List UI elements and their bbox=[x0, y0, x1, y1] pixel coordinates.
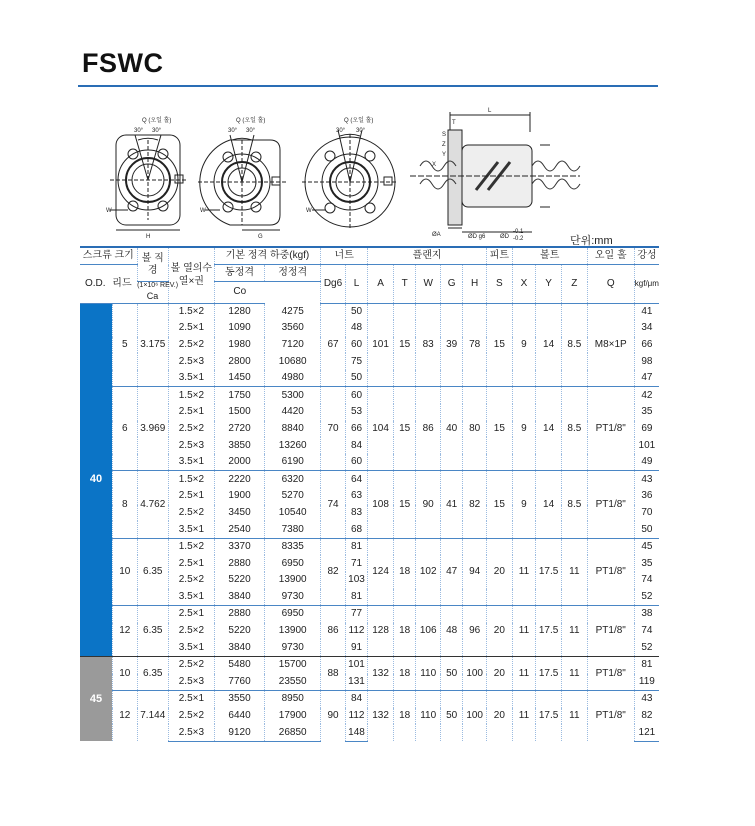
g-label: G bbox=[258, 234, 263, 240]
stiffness-cell: 49 bbox=[634, 454, 659, 471]
q-cell: M8×1P bbox=[587, 303, 634, 387]
z-cell: 11 bbox=[561, 538, 587, 605]
ball-diameter-cell: 6.35 bbox=[137, 656, 168, 690]
y-cell: 17.5 bbox=[536, 538, 562, 605]
t-label: T bbox=[452, 120, 456, 126]
static-load-cell: 10540 bbox=[265, 505, 321, 522]
x-cell: 11 bbox=[512, 538, 536, 605]
stiffness-cell: 41 bbox=[634, 303, 659, 320]
dynamic-load-cell: 6440 bbox=[214, 708, 264, 725]
length-cell: 112 bbox=[345, 623, 367, 640]
header-nut: 너트 bbox=[321, 247, 368, 265]
header-lead: 리드 bbox=[112, 277, 132, 289]
header-stiffness-unit: kgf/μm bbox=[634, 265, 659, 304]
length-cell: 81 bbox=[345, 589, 367, 606]
ball-circuits-cell: 3.5×1 bbox=[168, 589, 214, 606]
ball-diameter-cell: 3.969 bbox=[137, 387, 168, 471]
a-cell: 132 bbox=[368, 656, 394, 690]
ball-circuits-cell: 2.5×2 bbox=[168, 505, 214, 522]
dynamic-load-cell: 2540 bbox=[214, 521, 264, 538]
ball-circuits-cell: 2.5×2 bbox=[168, 708, 214, 725]
dynamic-load-cell: 1980 bbox=[214, 337, 264, 354]
lead-cell: 10 bbox=[112, 538, 137, 605]
technical-drawings bbox=[80, 100, 658, 240]
length-cell: 50 bbox=[345, 303, 367, 320]
z-cell: 11 bbox=[561, 691, 587, 742]
t-cell: 15 bbox=[393, 303, 415, 387]
t-cell: 18 bbox=[393, 691, 415, 742]
static-load-cell: 4980 bbox=[265, 370, 321, 387]
dynamic-load-cell: 1280 bbox=[214, 303, 264, 320]
header-od: O.D. bbox=[84, 277, 106, 289]
tolerance-plus: -0.1 bbox=[513, 229, 524, 235]
dynamic-load-cell: 3840 bbox=[214, 639, 264, 656]
static-load-cell: 26850 bbox=[265, 724, 321, 741]
dynamic-load-cell: 3370 bbox=[214, 538, 264, 555]
ball-circuits-cell: 3.5×1 bbox=[168, 370, 214, 387]
length-cell: 83 bbox=[345, 505, 367, 522]
dg6-cell: 70 bbox=[321, 387, 346, 471]
tolerance-minus: -0.2 bbox=[513, 236, 524, 240]
w-label-3: W bbox=[306, 208, 312, 214]
header-stiffness: 강성 bbox=[634, 247, 659, 265]
table-row bbox=[80, 538, 659, 555]
lead-cell: 10 bbox=[112, 656, 137, 690]
w-label-1: W bbox=[106, 208, 112, 214]
header-co: Co bbox=[214, 282, 264, 304]
title-divider bbox=[78, 85, 658, 87]
stiffness-cell: 98 bbox=[634, 353, 659, 370]
s-cell: 20 bbox=[486, 656, 512, 690]
ball-circuits-cell: 2.5×2 bbox=[168, 656, 214, 673]
s-cell: 15 bbox=[486, 471, 512, 538]
a-cell: 124 bbox=[368, 538, 394, 605]
length-cell: 60 bbox=[345, 337, 367, 354]
static-load-cell: 8335 bbox=[265, 538, 321, 555]
header-dynamic: 동정격 bbox=[214, 265, 264, 282]
length-cell: 68 bbox=[345, 521, 367, 538]
q-cell: PT1/8" bbox=[587, 691, 634, 742]
dynamic-load-cell: 5220 bbox=[214, 623, 264, 640]
ball-circuits-cell: 2.5×2 bbox=[168, 623, 214, 640]
stiffness-cell: 43 bbox=[634, 691, 659, 708]
x-cell: 11 bbox=[512, 691, 536, 742]
w-cell: 90 bbox=[416, 471, 441, 538]
stiffness-cell: 42 bbox=[634, 387, 659, 404]
angle-label-3a: 30° bbox=[336, 128, 346, 134]
header-static: 정정격 bbox=[265, 265, 321, 282]
dynamic-load-cell: 3450 bbox=[214, 505, 264, 522]
t-cell: 18 bbox=[393, 538, 415, 605]
ball-diameter-cell: 4.762 bbox=[137, 471, 168, 538]
table-row bbox=[80, 691, 659, 708]
header-bolt: 볼트 bbox=[512, 247, 587, 265]
dg6-cell: 86 bbox=[321, 606, 346, 657]
static-load-cell: 6950 bbox=[265, 555, 321, 572]
ball-circuits-cell: 2.5×2 bbox=[168, 337, 214, 354]
length-cell: 50 bbox=[345, 370, 367, 387]
g-cell: 40 bbox=[440, 387, 462, 471]
dg6-cell: 67 bbox=[321, 303, 346, 387]
length-cell: 60 bbox=[345, 454, 367, 471]
table-row bbox=[80, 387, 659, 404]
header-screw-size: 스크류 크기 bbox=[80, 247, 137, 265]
stiffness-cell: 119 bbox=[634, 674, 659, 691]
header-dynamic-sub: (1×10⁶ REV.) bbox=[137, 282, 179, 289]
s-cell: 20 bbox=[486, 606, 512, 657]
length-cell: 148 bbox=[345, 724, 367, 741]
dg6-cell: 90 bbox=[321, 691, 346, 742]
stiffness-cell: 82 bbox=[634, 708, 659, 725]
static-load-cell: 7120 bbox=[265, 337, 321, 354]
length-cell: 81 bbox=[345, 538, 367, 555]
ball-circuits-cell: 2.5×3 bbox=[168, 353, 214, 370]
lead-cell: 5 bbox=[112, 303, 137, 387]
static-load-cell: 13900 bbox=[265, 572, 321, 589]
oil-hole-label-1: Q (오일 홀) bbox=[142, 118, 172, 124]
od-cell: 40 bbox=[80, 303, 112, 656]
a-cell: 128 bbox=[368, 606, 394, 657]
dynamic-load-cell: 2880 bbox=[214, 555, 264, 572]
s-cell: 15 bbox=[486, 387, 512, 471]
static-load-cell: 8840 bbox=[265, 421, 321, 438]
dynamic-load-cell: 1500 bbox=[214, 404, 264, 421]
static-load-cell: 13900 bbox=[265, 623, 321, 640]
stiffness-cell: 81 bbox=[634, 656, 659, 673]
length-cell: 71 bbox=[345, 555, 367, 572]
static-load-cell: 3560 bbox=[265, 320, 321, 337]
ball-circuits-cell: 2.5×1 bbox=[168, 691, 214, 708]
w-cell: 86 bbox=[416, 387, 441, 471]
t-cell: 15 bbox=[393, 471, 415, 538]
z-cell: 11 bbox=[561, 606, 587, 657]
dg6-cell: 88 bbox=[321, 656, 346, 690]
w-cell: 83 bbox=[416, 303, 441, 387]
unit-label: 단위:mm bbox=[570, 235, 613, 247]
static-load-cell: 5300 bbox=[265, 387, 321, 404]
length-cell: 63 bbox=[345, 488, 367, 505]
static-load-cell: 8950 bbox=[265, 691, 321, 708]
static-load-cell: 6950 bbox=[265, 606, 321, 623]
header-ball-diameter: 볼 직경 bbox=[137, 247, 168, 282]
specification-table bbox=[80, 246, 659, 742]
header-w: W bbox=[416, 265, 441, 304]
header-t: T bbox=[393, 265, 415, 304]
x-cell: 11 bbox=[512, 656, 536, 690]
ball-circuits-cell: 2.5×2 bbox=[168, 572, 214, 589]
ball-circuits-cell: 1.5×2 bbox=[168, 303, 214, 320]
h-cell: 94 bbox=[463, 538, 487, 605]
header-dg6: Dg6 bbox=[321, 265, 346, 304]
header-flange: 플랜지 bbox=[368, 247, 487, 265]
od-cell: 45 bbox=[80, 656, 112, 741]
dynamic-load-cell: 2720 bbox=[214, 421, 264, 438]
h-cell: 80 bbox=[463, 387, 487, 471]
stiffness-cell: 43 bbox=[634, 471, 659, 488]
g-cell: 48 bbox=[440, 606, 462, 657]
table-header bbox=[80, 247, 659, 303]
header-fit: 피트 bbox=[486, 247, 512, 265]
x-cell: 9 bbox=[512, 303, 536, 387]
dynamic-load-cell: 2000 bbox=[214, 454, 264, 471]
static-load-cell: 6320 bbox=[265, 471, 321, 488]
angle-label-2a: 30° bbox=[228, 128, 238, 134]
h-cell: 96 bbox=[463, 606, 487, 657]
stiffness-cell: 52 bbox=[634, 639, 659, 656]
lead-cell: 12 bbox=[112, 691, 137, 742]
static-load-cell: 9730 bbox=[265, 639, 321, 656]
table-row bbox=[80, 303, 659, 320]
ball-diameter-cell: 3.175 bbox=[137, 303, 168, 387]
y-cell: 14 bbox=[536, 387, 562, 471]
x-cell: 11 bbox=[512, 606, 536, 657]
dg6-cell: 74 bbox=[321, 471, 346, 538]
z-cell: 8.5 bbox=[561, 471, 587, 538]
static-load-cell: 10680 bbox=[265, 353, 321, 370]
static-load-cell: 4275 bbox=[265, 303, 321, 320]
t-cell: 15 bbox=[393, 387, 415, 471]
x-label: X bbox=[432, 162, 437, 168]
ball-diameter-cell: 7.144 bbox=[137, 691, 168, 742]
static-load-cell: 9730 bbox=[265, 589, 321, 606]
static-load-cell: 15700 bbox=[265, 656, 321, 673]
ball-circuits-cell: 2.5×3 bbox=[168, 437, 214, 454]
h-cell: 78 bbox=[463, 303, 487, 387]
stiffness-cell: 74 bbox=[634, 623, 659, 640]
length-cell: 66 bbox=[345, 421, 367, 438]
stiffness-cell: 38 bbox=[634, 606, 659, 623]
a-label: ØA bbox=[432, 232, 441, 238]
ball-circuits-cell: 2.5×1 bbox=[168, 606, 214, 623]
dynamic-load-cell: 1090 bbox=[214, 320, 264, 337]
ball-circuits-cell: 2.5×1 bbox=[168, 404, 214, 421]
ball-circuits-cell: 2.5×3 bbox=[168, 674, 214, 691]
ball-circuits-cell: 2.5×2 bbox=[168, 421, 214, 438]
dynamic-load-cell: 5480 bbox=[214, 656, 264, 673]
dg6-cell: 82 bbox=[321, 538, 346, 605]
drawing-flange-round bbox=[302, 130, 398, 230]
stiffness-cell: 74 bbox=[634, 572, 659, 589]
ball-circuits-cell: 1.5×2 bbox=[168, 387, 214, 404]
x-cell: 9 bbox=[512, 471, 536, 538]
x-cell: 9 bbox=[512, 387, 536, 471]
length-cell: 53 bbox=[345, 404, 367, 421]
stiffness-cell: 101 bbox=[634, 437, 659, 454]
dynamic-load-cell: 1450 bbox=[214, 370, 264, 387]
w-label-2: W bbox=[200, 208, 206, 214]
static-load-cell: 13260 bbox=[265, 437, 321, 454]
header-x: X bbox=[512, 265, 536, 304]
w-cell: 110 bbox=[416, 691, 441, 742]
ball-circuits-cell: 1.5×2 bbox=[168, 538, 214, 555]
header-basic-load: 기본 정격 하중(kgf) bbox=[214, 247, 320, 265]
ball-circuits-cell: 2.5×1 bbox=[168, 488, 214, 505]
a-cell: 104 bbox=[368, 387, 394, 471]
oil-hole-label-2: Q (오일 홀) bbox=[236, 118, 266, 124]
header-y: Y bbox=[536, 265, 562, 304]
header-ball-circuits: 볼 열의수 열×권 bbox=[168, 247, 214, 303]
dynamic-load-cell: 7760 bbox=[214, 674, 264, 691]
header-l: L bbox=[345, 265, 367, 304]
q-cell: PT1/8" bbox=[587, 656, 634, 690]
dg6-label: ØD g6 bbox=[468, 234, 486, 240]
s-label: S bbox=[442, 132, 447, 138]
s-cell: 20 bbox=[486, 538, 512, 605]
stiffness-cell: 70 bbox=[634, 505, 659, 522]
a-cell: 101 bbox=[368, 303, 394, 387]
lead-cell: 12 bbox=[112, 606, 137, 657]
stiffness-cell: 121 bbox=[634, 724, 659, 741]
table-row bbox=[80, 471, 659, 488]
lead-cell: 8 bbox=[112, 471, 137, 538]
length-cell: 60 bbox=[345, 387, 367, 404]
y-label: Y bbox=[442, 152, 447, 158]
y-cell: 14 bbox=[536, 303, 562, 387]
static-load-cell: 7380 bbox=[265, 521, 321, 538]
dynamic-load-cell: 3840 bbox=[214, 589, 264, 606]
static-load-cell: 23550 bbox=[265, 674, 321, 691]
t-cell: 18 bbox=[393, 656, 415, 690]
dynamic-load-cell: 1900 bbox=[214, 488, 264, 505]
ball-circuits-cell: 2.5×3 bbox=[168, 724, 214, 741]
ball-circuits-cell: 1.5×2 bbox=[168, 471, 214, 488]
a-cell: 108 bbox=[368, 471, 394, 538]
angle-label-3b: 30° bbox=[356, 128, 366, 134]
lead-cell: 6 bbox=[112, 387, 137, 471]
static-load-cell: 17900 bbox=[265, 708, 321, 725]
h-label: H bbox=[146, 234, 151, 240]
header-a: A bbox=[368, 265, 394, 304]
stiffness-cell: 35 bbox=[634, 404, 659, 421]
header-q: Q bbox=[587, 265, 634, 304]
dynamic-load-cell: 2880 bbox=[214, 606, 264, 623]
dynamic-load-cell: 9120 bbox=[214, 724, 264, 741]
g-cell: 41 bbox=[440, 471, 462, 538]
header-oil-hole: 오일 홀 bbox=[587, 247, 634, 265]
q-cell: PT1/8" bbox=[587, 387, 634, 471]
angle-label-1b: 30° bbox=[152, 128, 162, 134]
stiffness-cell: 34 bbox=[634, 320, 659, 337]
ball-circuits-cell: 2.5×1 bbox=[168, 555, 214, 572]
z-cell: 11 bbox=[561, 656, 587, 690]
length-cell: 64 bbox=[345, 471, 367, 488]
length-cell: 101 bbox=[345, 656, 367, 673]
tolerance-label: ØD bbox=[500, 234, 509, 240]
angle-label-2b: 30° bbox=[246, 128, 256, 134]
y-cell: 17.5 bbox=[536, 606, 562, 657]
drawing-flange-one-flat bbox=[198, 135, 286, 230]
length-cell: 103 bbox=[345, 572, 367, 589]
header-dynamic-sub-wrap bbox=[137, 282, 179, 304]
drawing-side-view bbox=[410, 112, 580, 232]
ball-circuits-cell: 2.5×1 bbox=[168, 320, 214, 337]
g-cell: 50 bbox=[440, 691, 462, 742]
z-label: Z bbox=[442, 142, 446, 148]
header-s: S bbox=[486, 265, 512, 304]
w-cell: 110 bbox=[416, 656, 441, 690]
stiffness-cell: 36 bbox=[634, 488, 659, 505]
h-cell: 100 bbox=[463, 691, 487, 742]
y-cell: 17.5 bbox=[536, 656, 562, 690]
angle-label-1a: 30° bbox=[134, 128, 144, 134]
stiffness-cell: 35 bbox=[634, 555, 659, 572]
s-cell: 15 bbox=[486, 303, 512, 387]
g-cell: 47 bbox=[440, 538, 462, 605]
z-cell: 8.5 bbox=[561, 387, 587, 471]
static-load-cell: 5270 bbox=[265, 488, 321, 505]
stiffness-cell: 45 bbox=[634, 538, 659, 555]
stiffness-cell: 50 bbox=[634, 521, 659, 538]
page-title: FSWC bbox=[82, 48, 164, 78]
q-cell: PT1/8" bbox=[587, 471, 634, 538]
oil-hole-label-3: Q (오일 홀) bbox=[344, 118, 374, 124]
y-cell: 17.5 bbox=[536, 691, 562, 742]
length-cell: 77 bbox=[345, 606, 367, 623]
stiffness-cell: 52 bbox=[634, 589, 659, 606]
y-cell: 14 bbox=[536, 471, 562, 538]
dynamic-load-cell: 3550 bbox=[214, 691, 264, 708]
length-cell: 48 bbox=[345, 320, 367, 337]
s-cell: 20 bbox=[486, 691, 512, 742]
dynamic-load-cell: 3850 bbox=[214, 437, 264, 454]
dynamic-load-cell: 1750 bbox=[214, 387, 264, 404]
header-od-lead-wrap bbox=[80, 265, 137, 304]
q-cell: PT1/8" bbox=[587, 538, 634, 605]
dynamic-load-cell: 5220 bbox=[214, 572, 264, 589]
a-cell: 132 bbox=[368, 691, 394, 742]
header-z: Z bbox=[561, 265, 587, 304]
static-load-cell: 4420 bbox=[265, 404, 321, 421]
header-ca: Ca bbox=[146, 290, 159, 301]
h-cell: 100 bbox=[463, 656, 487, 690]
dynamic-load-cell: 2220 bbox=[214, 471, 264, 488]
table-body bbox=[80, 303, 659, 741]
g-cell: 50 bbox=[440, 656, 462, 690]
length-cell: 91 bbox=[345, 639, 367, 656]
table-row bbox=[80, 656, 659, 673]
dynamic-load-cell: 2800 bbox=[214, 353, 264, 370]
l-label: L bbox=[488, 108, 492, 114]
w-cell: 102 bbox=[416, 538, 441, 605]
static-load-cell: 6190 bbox=[265, 454, 321, 471]
header-h: H bbox=[463, 265, 487, 304]
t-cell: 18 bbox=[393, 606, 415, 657]
header-g: G bbox=[440, 265, 462, 304]
drawing-flange-two-flats bbox=[110, 135, 186, 230]
length-cell: 112 bbox=[345, 708, 367, 725]
w-cell: 106 bbox=[416, 606, 441, 657]
ball-diameter-cell: 6.35 bbox=[137, 538, 168, 605]
q-cell: PT1/8" bbox=[587, 606, 634, 657]
z-cell: 8.5 bbox=[561, 303, 587, 387]
stiffness-cell: 66 bbox=[634, 337, 659, 354]
ball-diameter-cell: 6.35 bbox=[137, 606, 168, 657]
stiffness-cell: 47 bbox=[634, 370, 659, 387]
table-row bbox=[80, 606, 659, 623]
length-cell: 84 bbox=[345, 437, 367, 454]
ball-circuits-cell: 3.5×1 bbox=[168, 521, 214, 538]
stiffness-cell: 69 bbox=[634, 421, 659, 438]
h-cell: 82 bbox=[463, 471, 487, 538]
length-cell: 84 bbox=[345, 691, 367, 708]
ball-circuits-cell: 3.5×1 bbox=[168, 639, 214, 656]
length-cell: 131 bbox=[345, 674, 367, 691]
g-cell: 39 bbox=[440, 303, 462, 387]
ball-circuits-cell: 3.5×1 bbox=[168, 454, 214, 471]
length-cell: 75 bbox=[345, 353, 367, 370]
